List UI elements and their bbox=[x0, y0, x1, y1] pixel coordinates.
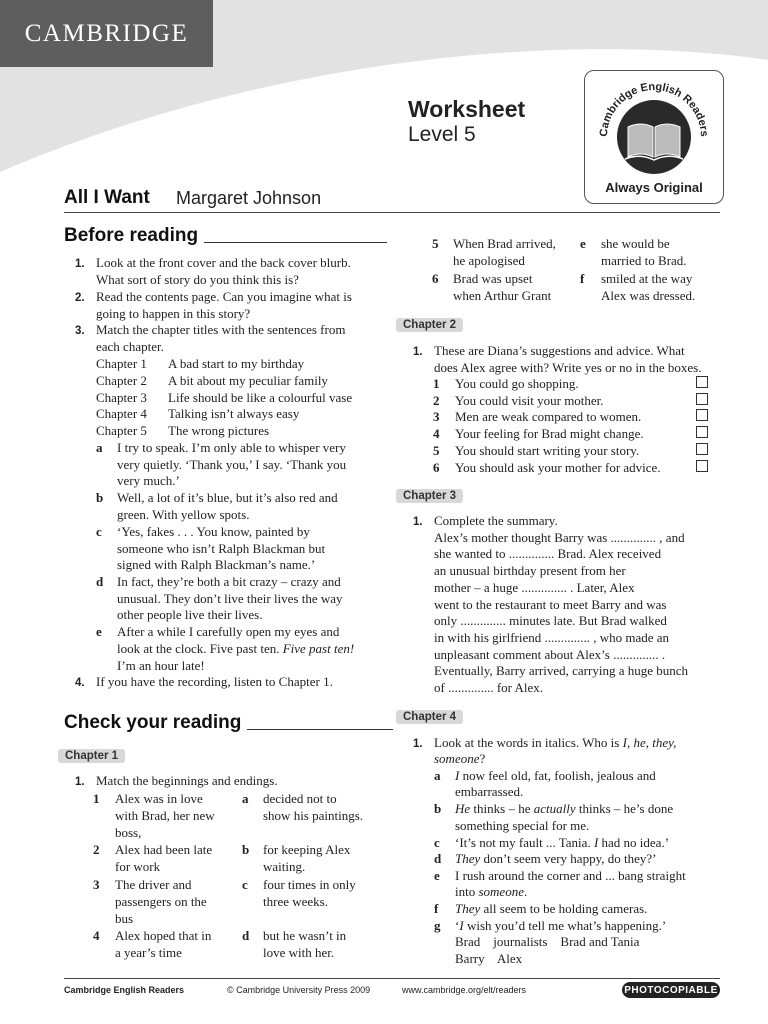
sentence-text: ‘Yes, fakes . . . You know, painted by bbox=[117, 524, 310, 539]
answer-checkbox[interactable] bbox=[696, 460, 708, 472]
answer-checkbox[interactable] bbox=[696, 443, 708, 455]
item-label: f bbox=[580, 271, 585, 286]
beginning-text: bus bbox=[115, 911, 134, 926]
item-label: b bbox=[96, 490, 104, 505]
chapter-2-tag: Chapter 2 bbox=[396, 318, 463, 332]
logo-tagline: Always Original bbox=[605, 180, 703, 195]
question-text: What sort of story do you think this is? bbox=[96, 272, 299, 287]
answer-checkbox[interactable] bbox=[696, 393, 708, 405]
beginning-text: when Arthur Grant bbox=[453, 288, 552, 303]
item-number: 6 bbox=[432, 271, 439, 286]
statement-text: You should start writing your story. bbox=[455, 443, 640, 458]
beginning-text: for work bbox=[115, 859, 161, 874]
beginning-text: Alex hoped that in bbox=[115, 928, 212, 943]
chapter-title: A bit about my peculiar family bbox=[168, 373, 328, 388]
footer-copyright: © Cambridge University Press 2009 bbox=[227, 985, 371, 995]
sentence-text: look at the clock. Five past ten. Five past ten! bbox=[117, 641, 355, 656]
item-number: 5 bbox=[432, 236, 439, 251]
ending-text: decided not to bbox=[263, 791, 337, 806]
question-text: going to happen in this story? bbox=[96, 306, 251, 321]
answer-checkbox[interactable] bbox=[696, 376, 708, 388]
ending-text: Alex was dressed. bbox=[601, 288, 696, 303]
ending-text: but he wasn’t in bbox=[263, 928, 347, 943]
item-number: 1 bbox=[93, 791, 100, 806]
summary-line: unpleasant comment about Alex’s .............. . bbox=[434, 647, 666, 662]
chapter-title: Talking isn’t always easy bbox=[168, 406, 300, 421]
sentence-text: unusual. They don’t live their lives the way bbox=[117, 591, 343, 606]
beginning-text: with Brad, her new bbox=[115, 808, 215, 823]
item-number: 4 bbox=[433, 426, 440, 441]
sentence-text: I now feel old, fat, foolish, jealous and bbox=[455, 768, 656, 783]
item-label: a bbox=[434, 768, 441, 783]
item-number: 3 bbox=[93, 877, 100, 892]
ending-text: show his paintings. bbox=[263, 808, 364, 823]
question-text: Look at the words in italics. Who is I, he, they, bbox=[434, 735, 677, 750]
question-text: Look at the front cover and the back cover blurb. bbox=[96, 255, 351, 270]
chapter-label: Chapter 3 bbox=[96, 390, 147, 405]
sentence-text: very quietly. ‘Thank you,’ I say. ‘Thank you bbox=[117, 457, 347, 472]
sentence-text: They don’t seem very happy, do they?’ bbox=[455, 851, 657, 866]
item-number: 5 bbox=[433, 443, 440, 458]
item-label: a bbox=[96, 440, 103, 455]
before-reading-heading: Before reading bbox=[64, 225, 387, 247]
ending-text: she would be bbox=[601, 236, 670, 251]
divider bbox=[64, 212, 720, 213]
summary-line: went to the restaurant to meet Barry and was bbox=[434, 597, 667, 612]
item-label: e bbox=[580, 236, 586, 251]
footer-divider bbox=[64, 978, 720, 979]
summary-line: in with his girlfriend .............. , who made an bbox=[434, 630, 670, 645]
summary-line: an unusual birthday present from her bbox=[434, 563, 626, 578]
chapter-label: Chapter 2 bbox=[96, 373, 147, 388]
item-label: d bbox=[434, 851, 442, 866]
item-label: e bbox=[434, 868, 440, 883]
statement-text: Men are weak compared to women. bbox=[455, 409, 642, 424]
chapter-title: Life should be like a colourful vase bbox=[168, 390, 353, 405]
chapter-label: Chapter 1 bbox=[96, 356, 147, 371]
item-number: 3 bbox=[433, 409, 440, 424]
beginning-text: passengers on the bbox=[115, 894, 207, 909]
question-4: 4. bbox=[75, 677, 85, 689]
item-label: d bbox=[96, 574, 104, 589]
name-options: Brad journalists Brad and Tania bbox=[455, 934, 640, 949]
statement-text: You should ask your mother for advice. bbox=[455, 460, 661, 475]
beginning-text: When Brad arrived, bbox=[453, 236, 556, 251]
ending-text: for keeping Alex bbox=[263, 842, 351, 857]
answer-checkbox[interactable] bbox=[696, 426, 708, 438]
ending-text: three weeks. bbox=[263, 894, 328, 909]
chapter-1-tag: Chapter 1 bbox=[58, 749, 125, 763]
item-label: f bbox=[434, 901, 439, 916]
name-options: Barry Alex bbox=[455, 951, 523, 966]
question-text: does Alex agree with? Write yes or no in the boxes. bbox=[434, 360, 702, 375]
sentence-text: I’m an hour late! bbox=[117, 658, 205, 673]
question-text: Complete the summary. bbox=[434, 513, 558, 528]
summary-line: of .............. for Alex. bbox=[434, 680, 544, 695]
beginning-text: he apologised bbox=[453, 253, 525, 268]
sentence-text: embarrassed. bbox=[455, 784, 524, 799]
chapter-title: A bad start to my birthday bbox=[168, 356, 305, 371]
beginning-text: Brad was upset bbox=[453, 271, 533, 286]
svg-text:Cambridge English Readers: Cambridge English Readers bbox=[597, 80, 711, 138]
item-label: c bbox=[96, 524, 102, 539]
summary-line: only .............. minutes late. But Brad walked bbox=[434, 613, 667, 628]
beginning-text: Alex was in love bbox=[115, 791, 203, 806]
item-number: 2 bbox=[433, 393, 440, 408]
item-label: d bbox=[242, 928, 250, 943]
worksheet-title: Worksheet bbox=[408, 96, 526, 122]
item-label: c bbox=[434, 835, 440, 850]
beginning-text: Alex had been late bbox=[115, 842, 213, 857]
question-text: Read the contents page. Can you imagine what is bbox=[96, 289, 352, 304]
answer-checkbox[interactable] bbox=[696, 409, 708, 421]
item-number: 2 bbox=[93, 842, 100, 857]
ending-text: four times in only bbox=[263, 877, 356, 892]
beginning-text: The driver and bbox=[115, 877, 192, 892]
question-text: each chapter. bbox=[96, 339, 164, 354]
photocopiable-badge: PHOTOCOPIABLE bbox=[622, 982, 720, 998]
item-number: 6 bbox=[433, 460, 440, 475]
item-label: b bbox=[434, 801, 442, 816]
sentence-text: something special for me. bbox=[455, 818, 590, 833]
sentence-text: After a while I carefully open my eyes and bbox=[117, 624, 340, 639]
sentence-text: ‘It’s not my fault ... Tania. I had no idea.’ bbox=[455, 835, 670, 850]
statement-text: You could visit your mother. bbox=[455, 393, 604, 408]
check-reading-heading: Check your reading bbox=[64, 712, 393, 734]
sentence-text: In fact, they’re both a bit crazy – crazy and bbox=[117, 574, 341, 589]
worksheet-level: Level 5 bbox=[408, 123, 476, 146]
sentence-text: I try to speak. I’m only able to whisper very bbox=[117, 440, 346, 455]
question-1: 1. bbox=[75, 258, 85, 270]
ending-text: married to Brad. bbox=[601, 253, 687, 268]
book-author: Margaret Johnson bbox=[176, 188, 322, 208]
question-text: Match the beginnings and endings. bbox=[96, 773, 278, 788]
item-number: 4 bbox=[93, 928, 100, 943]
statement-text: You could go shopping. bbox=[455, 376, 579, 391]
sentence-text: ‘I wish you’d tell me what’s happening.’ bbox=[455, 918, 667, 933]
sentence-text: into someone. bbox=[455, 884, 528, 899]
sentence-text: He thinks – he actually thinks – he’s done bbox=[455, 801, 674, 816]
summary-line: Eventually, Barry arrived, carrying a huge bunch bbox=[434, 663, 689, 678]
item-label: a bbox=[242, 791, 249, 806]
book-title: All I Want bbox=[64, 187, 150, 208]
chapter-label: Chapter 4 bbox=[96, 406, 147, 421]
sentence-text: green. With yellow spots. bbox=[117, 507, 250, 522]
chapter-label: Chapter 5 bbox=[96, 423, 147, 438]
footer-url[interactable]: www.cambridge.org/elt/readers bbox=[402, 985, 527, 995]
question-text: Match the chapter titles with the sentences from bbox=[96, 322, 346, 337]
readers-logo bbox=[584, 70, 724, 204]
ending-text: smiled at the way bbox=[601, 271, 693, 286]
chapter-4-tag: Chapter 4 bbox=[396, 710, 463, 724]
sentence-text: very much.’ bbox=[117, 473, 180, 488]
summary-line: mother – a huge .............. . Later, Alex bbox=[434, 580, 635, 595]
chapter-title: The wrong pictures bbox=[168, 423, 270, 438]
question-1: 1. bbox=[413, 346, 423, 358]
question-text: These are Diana’s suggestions and advice. What bbox=[434, 343, 685, 358]
sentence-text: other people live their lives. bbox=[117, 607, 263, 622]
statement-text: Your feeling for Brad might change. bbox=[455, 426, 644, 441]
cambridge-logo: CAMBRIDGE bbox=[0, 0, 213, 67]
ending-text: waiting. bbox=[263, 859, 306, 874]
item-label: c bbox=[242, 877, 248, 892]
question-text: someone? bbox=[434, 751, 486, 766]
beginning-text: a year’s time bbox=[115, 945, 182, 960]
sentence-text: signed with Ralph Blackman’s name.’ bbox=[117, 557, 316, 572]
sentence-text: I rush around the corner and ... bang straight bbox=[455, 868, 686, 883]
sentence-text: They all seem to be holding cameras. bbox=[455, 901, 648, 916]
beginning-text: boss, bbox=[115, 825, 142, 840]
summary-line: she wanted to .............. Brad. Alex received bbox=[434, 546, 662, 561]
question-2: 2. bbox=[75, 292, 85, 304]
footer-series: Cambridge English Readers bbox=[64, 985, 185, 995]
sentence-text: someone who isn’t Ralph Blackman but bbox=[117, 541, 326, 556]
item-label: g bbox=[434, 918, 441, 933]
sentence-text: Well, a lot of it’s blue, but it’s also red and bbox=[117, 490, 338, 505]
item-label: b bbox=[242, 842, 250, 857]
summary-line: Alex’s mother thought Barry was .............. , and bbox=[434, 530, 685, 545]
chapter-3-tag: Chapter 3 bbox=[396, 489, 463, 503]
item-number: 1 bbox=[433, 376, 440, 391]
question-text: If you have the recording, listen to Chapter 1. bbox=[96, 674, 333, 689]
item-label: e bbox=[96, 624, 102, 639]
question-1: 1. bbox=[413, 738, 423, 750]
question-1: 1. bbox=[413, 516, 423, 528]
ending-text: love with her. bbox=[263, 945, 335, 960]
question-1: 1. bbox=[75, 776, 85, 788]
question-3: 3. bbox=[75, 325, 85, 337]
